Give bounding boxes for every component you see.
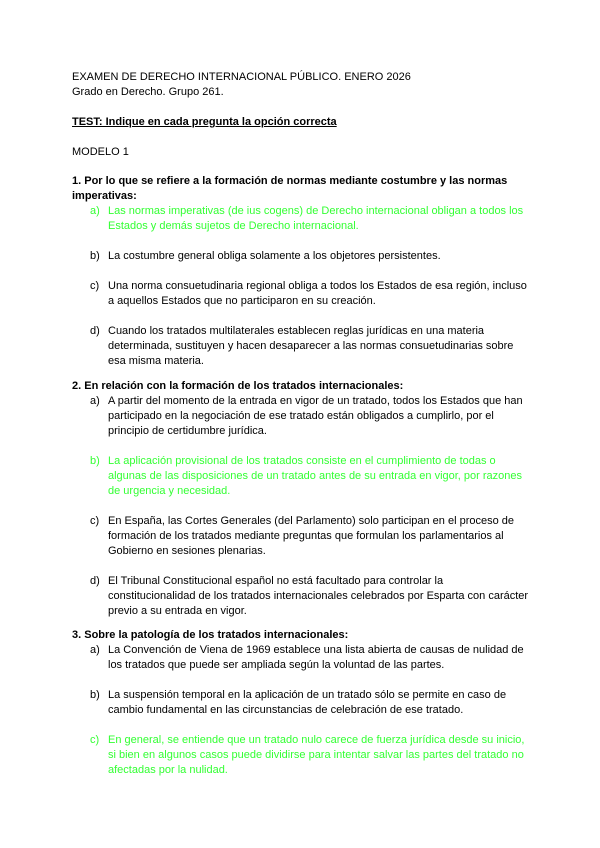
question-3	[72, 628, 532, 778]
option-d	[72, 324, 532, 369]
option-b	[72, 688, 532, 718]
option-letter: a)	[90, 205, 100, 217]
model-label: MODELO 1	[72, 146, 129, 158]
option-letter: c)	[90, 734, 100, 746]
option-a	[72, 643, 532, 673]
question-1	[72, 174, 532, 369]
option-text: En general, se entiende que un tratado nulo carece de fuerza jurídica desde su inicio, si bien en algunos casos puede dividirse para intentar salvar las partes del tratado no afectadas por la nulidad.	[108, 734, 525, 776]
test-instruction: TEST: Indique en cada pregunta la opción correcta	[72, 116, 337, 128]
option-b	[72, 249, 532, 264]
option-c	[72, 279, 532, 309]
question-title: 2. En relación con la formación de los tratados internacionales:	[72, 380, 404, 392]
option-b	[72, 454, 532, 499]
option-letter: a)	[90, 395, 100, 407]
option-text: Cuando los tratados multilaterales establecen reglas jurídicas en una materia determinada, sustituyen y hacen desaparecer a las normas consuetudinarias sobre esa misma materia.	[108, 325, 514, 367]
question-title: 3. Sobre la patología de los tratados internacionales:	[72, 629, 349, 641]
option-letter: b)	[90, 250, 100, 262]
option-text: La costumbre general obliga solamente a los objetores persistentes.	[108, 250, 441, 262]
option-letter: b)	[90, 689, 100, 701]
option-text: La suspensión temporal en la aplicación de un tratado sólo se permite en caso de cambio fundamental en las circunstancias de celebración de ese tratado.	[108, 689, 507, 716]
option-text: El Tribunal Constitucional español no está facultado para controlar la constitucionalidad de los tratados internacionales celebrados por Esparta con carácter previo a su entrada en vigor.	[108, 575, 529, 617]
option-a	[72, 204, 532, 234]
option-d	[72, 574, 532, 619]
option-letter: b)	[90, 455, 100, 467]
option-letter: a)	[90, 644, 100, 656]
option-a	[72, 394, 532, 439]
option-letter: c)	[90, 515, 100, 527]
option-text: Una norma consuetudinaria regional obliga a todos los Estados de esa región, incluso a aquellos Estados que no participaron en su creación.	[108, 280, 527, 307]
exam-title: EXAMEN DE DERECHO INTERNACIONAL PÚBLICO. ENERO 2026	[72, 71, 411, 83]
option-text: La Convención de Viena de 1969 establece una lista abierta de causas de nulidad de los tratados que puede ser ampliada según la voluntad de las partes.	[108, 644, 524, 671]
option-text: A partir del momento de la entrada en vigor de un tratado, todos los Estados que han participado en la negociación de ese tratado están obligados a cumplirlo, por el principio de certidumbre jurídica.	[108, 395, 523, 437]
option-c	[72, 514, 532, 559]
option-c	[72, 733, 532, 778]
option-text: En España, las Cortes Generales (del Parlamento) solo participan en el proceso de formación de los tratados mediante preguntas que formulan los parlamentarios al Gobierno en sesiones plenarias.	[108, 515, 515, 557]
option-letter: d)	[90, 325, 100, 337]
option-letter: c)	[90, 280, 100, 292]
option-text: Las normas imperativas (de ius cogens) de Derecho internacional obligan a todos los Estados y demás sujetos de Derecho internacional.	[108, 205, 524, 232]
document-header	[72, 70, 532, 160]
exam-subtitle: Grado en Derecho. Grupo 261.	[72, 86, 224, 98]
question-2	[72, 379, 532, 619]
option-text: La aplicación provisional de los tratados consiste en el cumplimiento de todas o algunas de las disposiciones de un tratado antes de su entrada en vigor, por razones de urgencia y necesidad.	[108, 455, 522, 497]
option-letter: d)	[90, 575, 100, 587]
question-title: 1. Por lo que se refiere a la formación de normas mediante costumbre y las normas imperativas:	[72, 175, 508, 202]
